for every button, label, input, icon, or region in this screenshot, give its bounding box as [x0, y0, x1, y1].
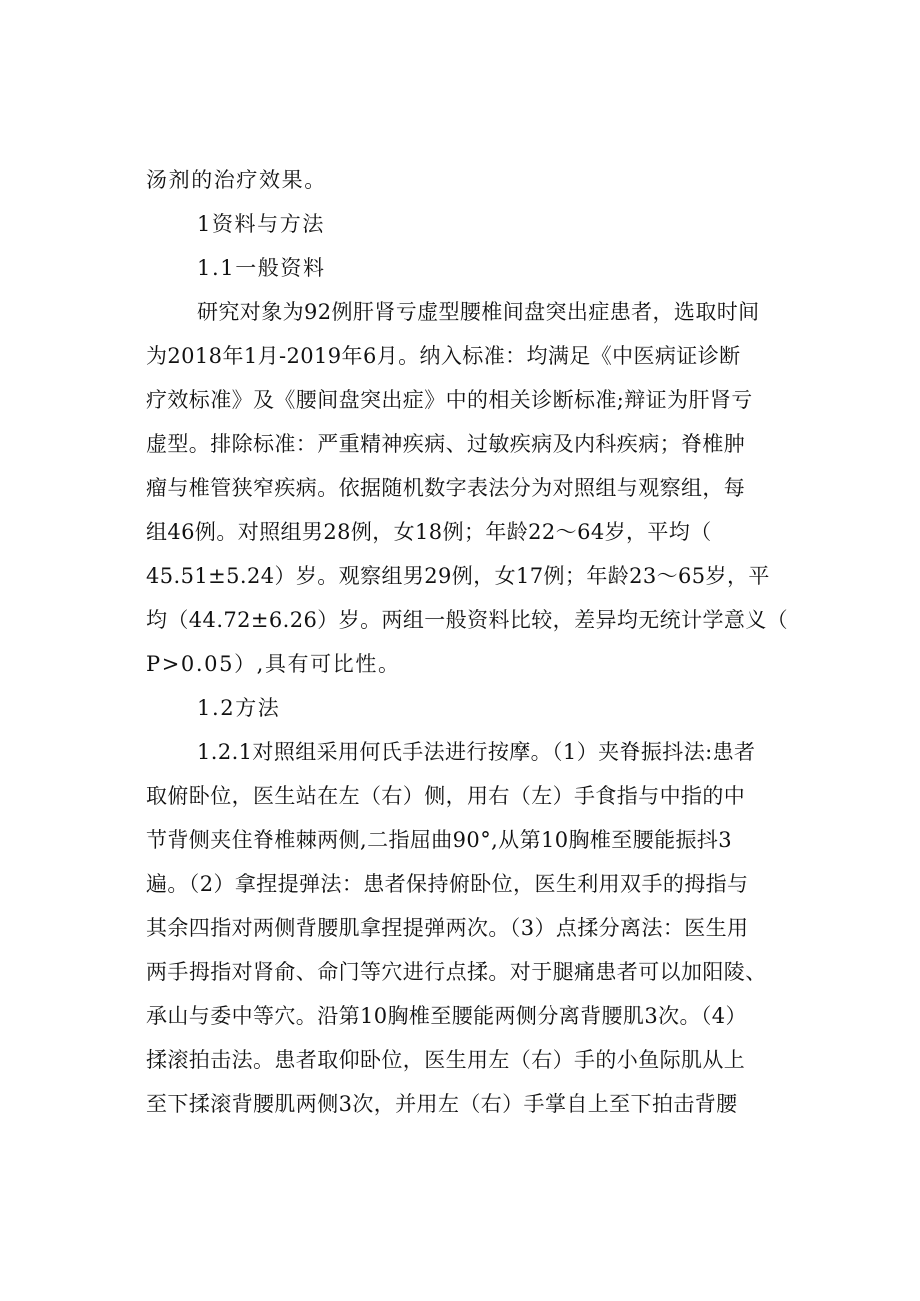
- section-heading-1-1: 1.1一般资料: [197, 256, 326, 280]
- text-line: P>0.05）,具有可比性。: [146, 652, 401, 676]
- text-line: 遍。（2）拿捏提弹法：患者保持俯卧位，医生利用双手的拇指与: [146, 872, 749, 896]
- text-line: 瘤与椎管狭窄疾病。依据随机数字表法分为对照组与观察组，每: [146, 476, 746, 500]
- section-heading-1-2: 1.2方法: [197, 696, 281, 720]
- text-line: 虚型。排除标准：严重精神疾病、过敏疾病及内科疾病；脊椎肿: [146, 432, 746, 456]
- text-line: 为2018年1月-2019年6月。纳入标准：均满足《中医病证诊断: [146, 344, 741, 368]
- text-line: 均（44.72±6.26）岁。两组一般资料比较，差异均无统计学意义（: [146, 608, 789, 632]
- text-line: 揉滚拍击法。患者取仰卧位，医生用左（右）手的小鱼际肌从上: [146, 1048, 746, 1072]
- text-line: 至下揉滚背腰肌两侧3次，并用左（右）手掌自上至下拍击背腰: [146, 1092, 738, 1116]
- text-line: 取俯卧位，医生站在左（右）侧，用右（左）手食指与中指的中: [146, 784, 746, 808]
- text-line: 承山与委中等穴。沿第10胸椎至腰能两侧分离背腰肌3次。（4）: [146, 1004, 747, 1028]
- section-heading-1: 1资料与方法: [197, 212, 325, 236]
- text-line: 两手拇指对肾俞、命门等穴进行点揉。对于腿痛患者可以加阳陵、: [146, 960, 767, 984]
- text-line: 组46例。对照组男28例，女18例；年龄22～64岁，平均（: [146, 520, 712, 544]
- text-line: 疗效标准》及《腰间盘突出症》中的相关诊断标准;辩证为肝肾亏: [146, 388, 753, 412]
- text-line: 45.51±5.24）岁。观察组男29例，女17例；年龄23～65岁，平: [146, 564, 770, 588]
- text-line: 1.2.1对照组采用何氏手法进行按摩。（1）夹脊振抖法:患者: [197, 740, 756, 764]
- text-line: 节背侧夹住脊椎棘两侧,二指屈曲90°,从第10胸椎至腰能振抖3: [146, 828, 733, 852]
- text-line: 其余四指对两侧背腰肌拿捏提弹两次。（3）点揉分离法：医生用: [146, 916, 749, 940]
- text-line-continuation: 汤剂的治疗效果。: [146, 168, 327, 192]
- text-line: 研究对象为92例肝肾亏虚型腰椎间盘突出症患者，选取时间: [197, 300, 760, 324]
